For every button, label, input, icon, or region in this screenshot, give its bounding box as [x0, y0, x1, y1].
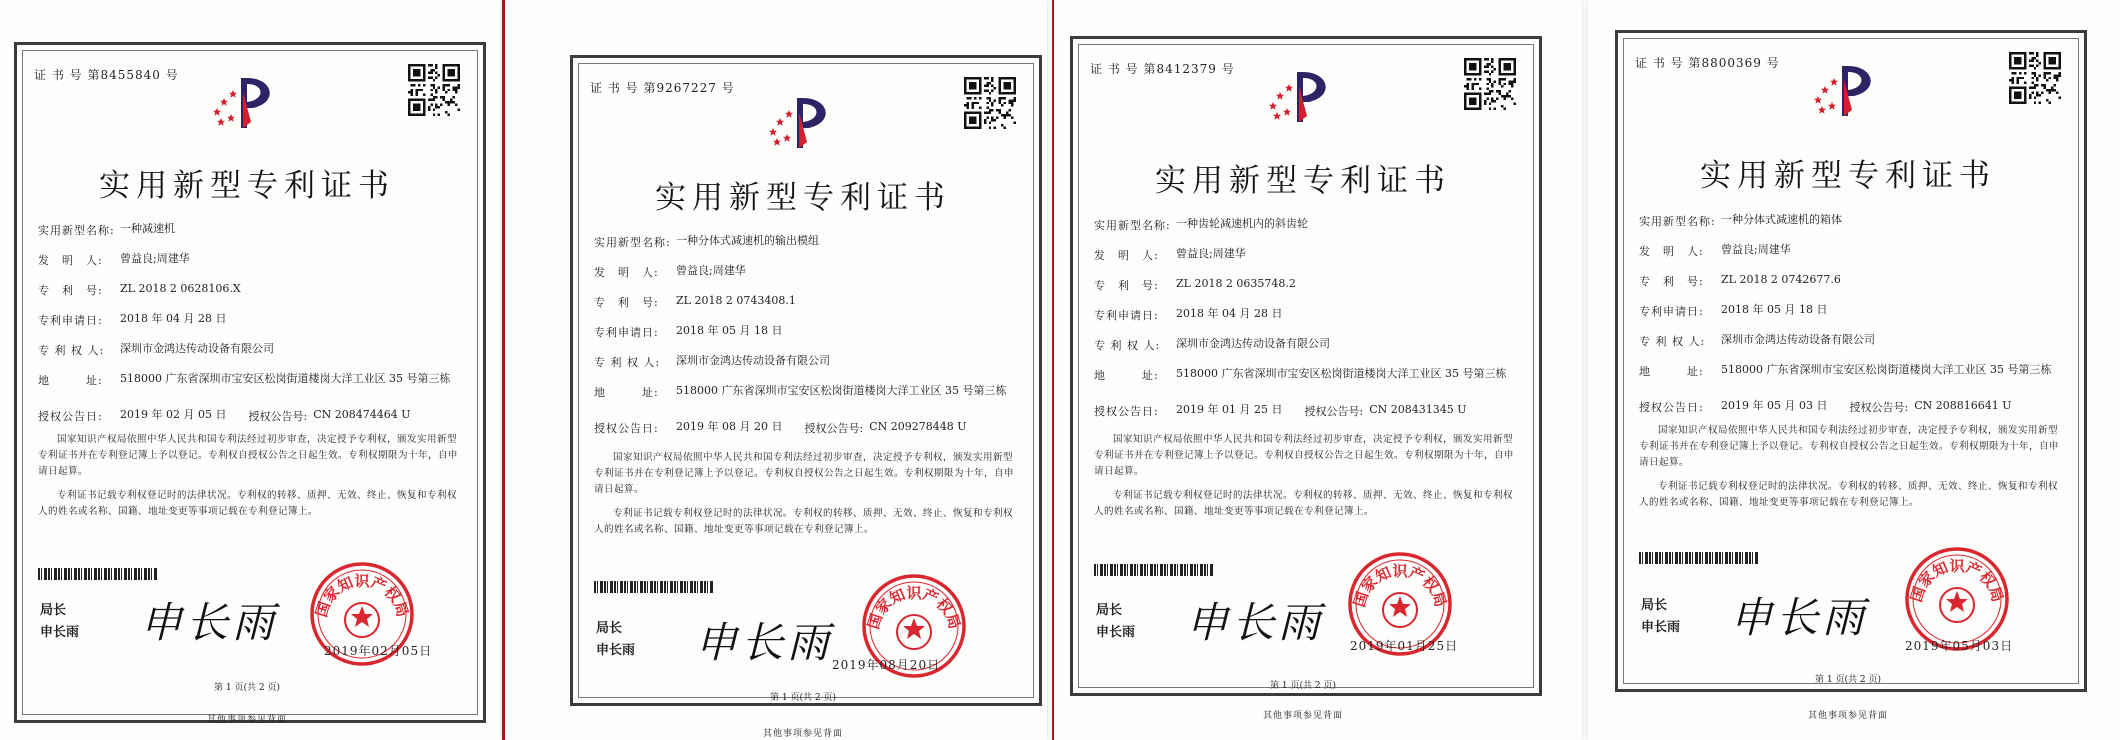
- field-value: 曾益良;周建华: [676, 264, 746, 277]
- director-block: [1096, 600, 1135, 644]
- field-row: [1094, 403, 1516, 433]
- field-row: [1639, 243, 2061, 273]
- field-label: 地 址:: [594, 386, 659, 399]
- barcode-icon: [1094, 564, 1214, 576]
- field-value: 518000 广东省深圳市宝安区松岗街道楼岗大洋工业区 35 号第三栋: [1721, 363, 2052, 376]
- certificate-title: 实用新型专利证书: [1155, 163, 1451, 199]
- field-value: 518000 广东省深圳市宝安区松岗街道楼岗大洋工业区 35 号第三栋: [1176, 367, 1507, 380]
- field-row: [1639, 363, 2061, 399]
- svg-text:国家知识产权局: 国家知识产权局: [312, 572, 412, 620]
- field-value: 深圳市金鸿达传动设备有限公司: [1176, 337, 1330, 350]
- field-label: 发 明 人:: [38, 254, 103, 267]
- field-label: 发 明 人:: [1094, 249, 1159, 262]
- field-label: 授权公告号:: [1304, 405, 1364, 418]
- field-value: 一种分体式减速机的输出模组: [676, 234, 819, 247]
- certificate-number: 证 书 号 第8412379 号: [1090, 62, 1235, 76]
- field-label: 实用新型名称:: [1639, 215, 1716, 228]
- field-label: 实用新型名称:: [1094, 219, 1171, 232]
- field-label: 实用新型名称:: [594, 236, 671, 249]
- qr-code-icon: [2009, 52, 2061, 104]
- field-value: 2019 年 08 月 20 日: [676, 420, 783, 433]
- director-signature: 申长雨: [140, 598, 279, 647]
- field-value: ZL 2018 2 0743408.1: [676, 294, 796, 307]
- field-value: 518000 广东省深圳市宝安区松岗街道楼岗大洋工业区 35 号第三栋: [120, 372, 451, 385]
- page-number: 第 1 页(共 2 页): [1270, 681, 1336, 691]
- field-label: 专 利 号:: [1639, 275, 1704, 288]
- page-number: 第 1 页(共 2 页): [1815, 675, 1881, 685]
- field-value: 2019 年 02 月 05 日: [120, 408, 227, 421]
- footer-note: 其他事项参见背面: [1807, 711, 1888, 721]
- director-name: 申长雨: [596, 643, 636, 658]
- field-value: 深圳市金鸿达传动设备有限公司: [120, 342, 274, 355]
- field-label: 专 利 权 人:: [38, 344, 105, 357]
- field-row: [38, 342, 460, 372]
- field-label: 专利申请日:: [594, 326, 659, 339]
- director-signature: 申长雨: [1730, 593, 1869, 642]
- field-row: [1094, 337, 1516, 367]
- field-row: [38, 372, 460, 408]
- field-row: [594, 420, 1016, 450]
- field-value: 曾益良;周建华: [120, 252, 190, 265]
- field-label: 专 利 权 人:: [1094, 339, 1161, 352]
- field-value: 曾益良;周建华: [1176, 247, 1246, 260]
- field-label: 授权公告号:: [804, 422, 864, 435]
- certificate-fields: [38, 222, 460, 438]
- field-label: 授权公告号:: [248, 410, 308, 423]
- field-label: 专 利 号:: [1094, 279, 1159, 292]
- field-value: 2019 年 01 月 25 日: [1176, 403, 1283, 416]
- barcode-icon: [1639, 552, 1759, 564]
- body-paragraph: 专利证书记载专利权登记时的法律状况。专利权的转移、质押、无效、终止、恢复和专利权人的姓名或名称、国籍、地址变更等事项记载在专利登记簿上。: [1094, 490, 1514, 517]
- field-label: 专利申请日:: [1094, 309, 1159, 322]
- seal-date: 2019年02月05日: [324, 644, 433, 658]
- certificate-title: 实用新型专利证书: [99, 168, 395, 204]
- field-value: CN 208431345 U: [1369, 403, 1467, 416]
- field-value: 2018 年 04 月 28 日: [120, 312, 227, 325]
- field-row: [38, 222, 460, 252]
- svg-text:国家知识产权局: 国家知识产权局: [1907, 557, 2007, 605]
- field-value: 2018 年 05 月 18 日: [1721, 303, 1828, 316]
- field-label: 地 址:: [38, 374, 103, 387]
- certificate-title: 实用新型专利证书: [1700, 158, 1996, 194]
- field-row: [594, 264, 1016, 294]
- body-paragraph: 国家知识产权局依照中华人民共和国专利法经过初步审查，决定授予专利权，颁发实用新型专利证书并在专利登记簿上予以登记。专利权自授权公告之日起生效。专利权期限为十年，自申请日起算。: [594, 452, 1015, 495]
- field-label: 专 利 权 人:: [594, 356, 661, 369]
- field-value: CN 208816641 U: [1914, 399, 2012, 412]
- director-signature: 申长雨: [1186, 598, 1325, 647]
- director-block: [1641, 595, 1680, 639]
- field-label: 授权公告日:: [1094, 405, 1159, 418]
- field-label: 发 明 人:: [1639, 245, 1704, 258]
- field-row: [1639, 213, 2061, 243]
- body-paragraph: 专利证书记载专利权登记时的法律状况。专利权的转移、质押、无效、终止、恢复和专利权人的姓名或名称、国籍、地址变更等事项记载在专利登记簿上。: [1639, 481, 2059, 508]
- field-value: 一种减速机: [120, 222, 175, 235]
- seal-date: 2019年01月25日: [1350, 639, 1459, 653]
- barcode-icon: [38, 568, 158, 580]
- field-value: ZL 2018 2 0628106.X: [120, 282, 241, 295]
- field-value: 518000 广东省深圳市宝安区松岗街道楼岗大洋工业区 35 号第三栋: [676, 384, 1007, 397]
- director-title: 局长: [596, 621, 623, 636]
- certificate-body-text: [594, 450, 1016, 546]
- seal-date: 2019年05月03日: [1905, 639, 2014, 653]
- footer-note: 其他事项参见背面: [1262, 711, 1343, 721]
- field-value: CN 208474464 U: [313, 408, 411, 421]
- field-value: 深圳市金鸿达传动设备有限公司: [1721, 333, 1875, 346]
- director-name: 申长雨: [1096, 625, 1136, 640]
- director-title: 局长: [40, 603, 67, 618]
- field-value: 曾益良;周建华: [1721, 243, 1791, 256]
- field-row: [38, 252, 460, 282]
- field-label: 授权公告日:: [38, 410, 103, 423]
- body-paragraph: 国家知识产权局依照中华人民共和国专利法经过初步审查，决定授予专利权，颁发实用新型专利证书并在专利登记簿上予以登记。专利权自授权公告之日起生效。专利权期限为十年，自申请日起算。: [38, 434, 459, 477]
- field-label: 授权公告号:: [1849, 401, 1909, 414]
- field-row: [594, 294, 1016, 324]
- field-row: [1094, 277, 1516, 307]
- body-paragraph: 国家知识产权局依照中华人民共和国专利法经过初步审查，决定授予专利权，颁发实用新型专利证书并在专利登记簿上予以登记。专利权自授权公告之日起生效。专利权期限为十年，自申请日起算。: [1639, 425, 2060, 468]
- certificate-fields: [594, 234, 1016, 450]
- certificate-body-text: [1639, 423, 2061, 519]
- field-row: [594, 234, 1016, 264]
- field-value: CN 209278448 U: [869, 420, 967, 433]
- field-row: [594, 354, 1016, 384]
- body-paragraph: 国家知识产权局依照中华人民共和国专利法经过初步审查，决定授予专利权，颁发实用新型专利证书并在专利登记簿上予以登记。专利权自授权公告之日起生效。专利权期限为十年，自申请日起算。: [1094, 434, 1515, 477]
- page-number: 第 1 页(共 2 页): [214, 683, 280, 693]
- field-label: 发 明 人:: [594, 266, 659, 279]
- body-paragraph: 专利证书记载专利权登记时的法律状况。专利权的转移、质押、无效、终止、恢复和专利权人的姓名或名称、国籍、地址变更等事项记载在专利登记簿上。: [594, 508, 1014, 535]
- certificate-body-text: [38, 432, 460, 528]
- certificate-fields: [1094, 217, 1516, 433]
- field-row: [1639, 303, 2061, 333]
- director-name: 申长雨: [40, 625, 80, 640]
- field-row: [1639, 333, 2061, 363]
- field-value: 深圳市金鸿达传动设备有限公司: [676, 354, 830, 367]
- field-value: 2018 年 04 月 28 日: [1176, 307, 1283, 320]
- field-label: 专利申请日:: [38, 314, 103, 327]
- field-row: [1094, 367, 1516, 403]
- field-label: 专 利 权 人:: [1639, 335, 1706, 348]
- director-title: 局长: [1096, 603, 1123, 618]
- director-block: [40, 600, 79, 644]
- patent-office-logo-icon: [1808, 60, 1882, 118]
- field-label: 授权公告日:: [1639, 401, 1704, 414]
- field-label: 地 址:: [1639, 365, 1704, 378]
- qr-code-icon: [1464, 58, 1516, 110]
- page-number: 第 1 页(共 2 页): [770, 693, 836, 703]
- svg-text:国家知识产权局: 国家知识产权局: [864, 584, 964, 632]
- certificate-fields: [1639, 213, 2061, 429]
- qr-code-icon: [408, 64, 460, 116]
- patent-office-logo-icon: [763, 92, 837, 150]
- footer-note: 其他事项参见背面: [762, 729, 843, 739]
- certificate-title: 实用新型专利证书: [655, 180, 951, 216]
- certificate-body-text: [1094, 432, 1516, 528]
- svg-text:国家知识产权局: 国家知识产权局: [1350, 562, 1450, 610]
- field-label: 授权公告日:: [594, 422, 659, 435]
- field-row: [1639, 273, 2061, 303]
- footer-note: 其他事项参见背面: [206, 715, 287, 725]
- barcode-icon: [594, 581, 714, 593]
- field-row: [38, 312, 460, 342]
- field-row: [1094, 217, 1516, 247]
- certificate-number: 证 书 号 第8455840 号: [34, 68, 179, 82]
- certificate-number: 证 书 号 第8800369 号: [1635, 56, 1780, 70]
- field-label: 实用新型名称:: [38, 224, 115, 237]
- field-value: ZL 2018 2 0635748.2: [1176, 277, 1296, 290]
- field-row: [1094, 247, 1516, 277]
- patent-office-logo-icon: [1263, 66, 1337, 124]
- director-title: 局长: [1641, 598, 1668, 613]
- field-value: 一种分体式减速机的箱体: [1721, 213, 1842, 226]
- field-row: [594, 384, 1016, 420]
- director-block: [596, 618, 635, 662]
- field-label: 专利申请日:: [1639, 305, 1704, 318]
- seal-date: 2019年08月20日: [832, 658, 941, 672]
- field-label: 地 址:: [1094, 369, 1159, 382]
- patent-office-logo-icon: [207, 72, 281, 130]
- field-row: [38, 282, 460, 312]
- qr-code-icon: [964, 77, 1016, 129]
- director-name: 申长雨: [1641, 620, 1681, 635]
- certificate-number: 证 书 号 第9267227 号: [590, 81, 735, 95]
- field-row: [594, 324, 1016, 354]
- field-value: 2018 年 05 月 18 日: [676, 324, 783, 337]
- field-value: ZL 2018 2 0742677.6: [1721, 273, 1841, 286]
- field-label: 专 利 号:: [594, 296, 659, 309]
- director-signature: 申长雨: [695, 618, 834, 667]
- body-paragraph: 专利证书记载专利权登记时的法律状况。专利权的转移、质押、无效、终止、恢复和专利权人的姓名或名称、国籍、地址变更等事项记载在专利登记簿上。: [38, 490, 458, 517]
- field-value: 一种齿轮减速机内的斜齿轮: [1176, 217, 1308, 230]
- field-label: 专 利 号:: [38, 284, 103, 297]
- field-row: [1094, 307, 1516, 337]
- field-value: 2019 年 05 月 03 日: [1721, 399, 1828, 412]
